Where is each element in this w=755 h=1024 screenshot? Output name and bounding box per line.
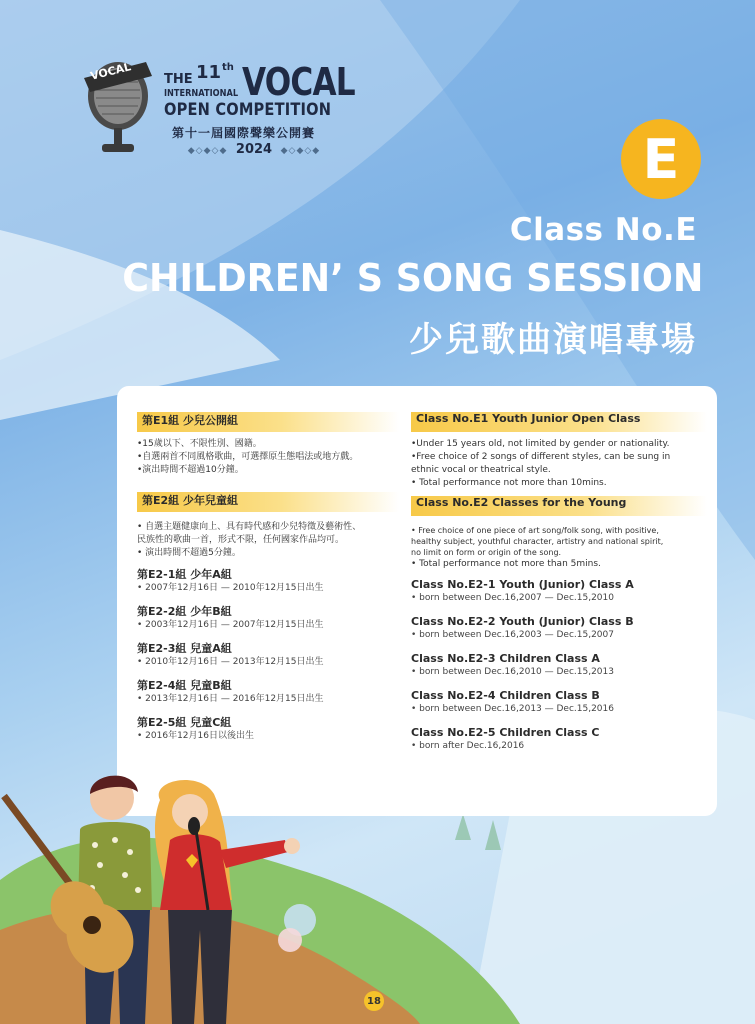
english-column	[411, 412, 707, 753]
group-birth-range: • 2003年12月16日 — 2007年12月15日出生	[137, 620, 324, 630]
group-birth-range: • born between Dec.16,2007 — Dec.15,2010	[411, 593, 614, 603]
ornament-left: ◆◇◆◇◆	[187, 146, 228, 156]
group-title: Class No.E2-3 Children Class A	[411, 652, 600, 665]
rule-line: • Total performance not more than 10mins.	[411, 478, 607, 488]
class-number-title: Class No.E	[509, 212, 697, 248]
group-e2-1-en	[411, 578, 707, 605]
logo-chinese-name: 第十一屆國際聲樂公開賽	[172, 126, 316, 140]
group-title: 第E2-1組 少年A組	[137, 568, 232, 581]
session-title: CHILDREN’ S SONG SESSION	[121, 256, 703, 300]
group-birth-range: • born between Dec.16,2010 — Dec.15,2013	[411, 667, 614, 677]
rule-line: 民族性的歌曲一首，形式不限，任何國家作品均可。	[137, 535, 345, 545]
rule-line: healthy subject, youthful character, artistry and national spirit,	[411, 537, 664, 546]
group-e2-4-en	[411, 689, 707, 716]
group-e2-5-en	[411, 726, 707, 753]
group-title: 第E2-4組 兒童B組	[137, 679, 232, 692]
logo-year-row	[164, 142, 344, 157]
group-e2-1-cn	[137, 568, 399, 595]
children-singers-illustration	[0, 760, 330, 1024]
group-birth-range: • born between Dec.16,2003 — Dec.15,2007	[411, 630, 614, 640]
page-number: 18	[364, 991, 384, 1011]
group-title: 第E2-2組 少年B組	[137, 605, 232, 618]
group-birth-range: • 2013年12月16日 — 2016年12月15日出生	[137, 694, 324, 704]
group-birth-range: • 2007年12月16日 — 2010年12月15日出生	[137, 583, 324, 593]
logo-edition-number: 11	[196, 62, 222, 83]
e2-rules-cn	[137, 521, 399, 560]
group-title: Class No.E2-5 Children Class C	[411, 726, 600, 739]
e1-heading-en: Class No.E1 Youth Junior Open Class	[411, 412, 707, 432]
rule-line: • 自選主題健康向上、具有時代感和少兒特徵及藝術性、	[137, 522, 362, 532]
logo-edition-suffix: th	[222, 62, 234, 73]
rule-line: •Under 15 years old, not limited by gender or nationality.	[411, 439, 670, 449]
e1-heading-cn: 第E1組 少兒公開組	[137, 412, 399, 432]
rule-line: •演出時間不超過10分鐘。	[137, 465, 244, 475]
logo-year: 2024	[235, 142, 273, 157]
group-birth-range: • 2016年12月16日以後出生	[137, 731, 254, 741]
class-badge: E	[621, 119, 701, 199]
e2-rules-en	[411, 525, 707, 571]
rule-line: • 演出時間不超過5分鐘。	[137, 548, 241, 558]
logo-wordmark	[164, 60, 364, 157]
rules-card	[117, 386, 717, 816]
rule-line: ethnic vocal or theatrical style.	[411, 465, 551, 475]
logo-vocal: VOCAL	[242, 60, 355, 104]
group-e2-5-cn	[137, 716, 399, 743]
session-title-chinese: 少兒歌曲演唱專場	[409, 320, 697, 360]
group-title: 第E2-3組 兒童A組	[137, 642, 232, 655]
e1-rules-cn	[137, 438, 399, 477]
group-e2-2-en	[411, 615, 707, 642]
group-title: Class No.E2-2 Youth (Junior) Class B	[411, 615, 634, 628]
microphone-icon	[76, 58, 160, 158]
rule-line: • Free choice of one piece of art song/folk song, with positive,	[411, 526, 659, 535]
group-birth-range: • 2010年12月16日 — 2013年12月15日出生	[137, 657, 324, 667]
e2-heading-en: Class No.E2 Classes for the Young	[411, 496, 707, 516]
e2-heading-cn: 第E2組 少年兒童組	[137, 492, 399, 512]
group-title: Class No.E2-1 Youth (Junior) Class A	[411, 578, 634, 591]
rule-line: • Total performance not more than 5mins.	[411, 559, 601, 569]
ornament-right: ◆◇◆◇◆	[280, 146, 321, 156]
rule-line: no limit on form or origin of the song.	[411, 548, 562, 557]
e1-rules-en	[411, 438, 707, 490]
mic-label: VOCAL	[89, 60, 133, 83]
group-e2-3-cn	[137, 642, 399, 669]
logo-the: THE	[164, 72, 193, 87]
competition-logo	[76, 58, 366, 168]
group-e2-2-cn	[137, 605, 399, 632]
group-e2-3-en	[411, 652, 707, 679]
logo-international: INTERNATIONAL	[164, 88, 239, 99]
chinese-column	[137, 412, 399, 743]
rule-line: •Free choice of 2 songs of different styles, can be sung in	[411, 452, 671, 462]
group-birth-range: • born between Dec.16,2013 — Dec.15,2016	[411, 704, 614, 714]
logo-open-competition: OPEN COMPETITION	[164, 100, 332, 120]
group-title: 第E2-5組 兒童C組	[137, 716, 232, 729]
group-e2-4-cn	[137, 679, 399, 706]
group-birth-range: • born after Dec.16,2016	[411, 741, 525, 751]
group-title: Class No.E2-4 Children Class B	[411, 689, 600, 702]
rule-line: •自選兩首不同風格歌曲，可選擇原生態唱法或地方戲。	[137, 452, 359, 462]
rule-line: •15歲以下、不限性別、國籍。	[137, 439, 262, 449]
